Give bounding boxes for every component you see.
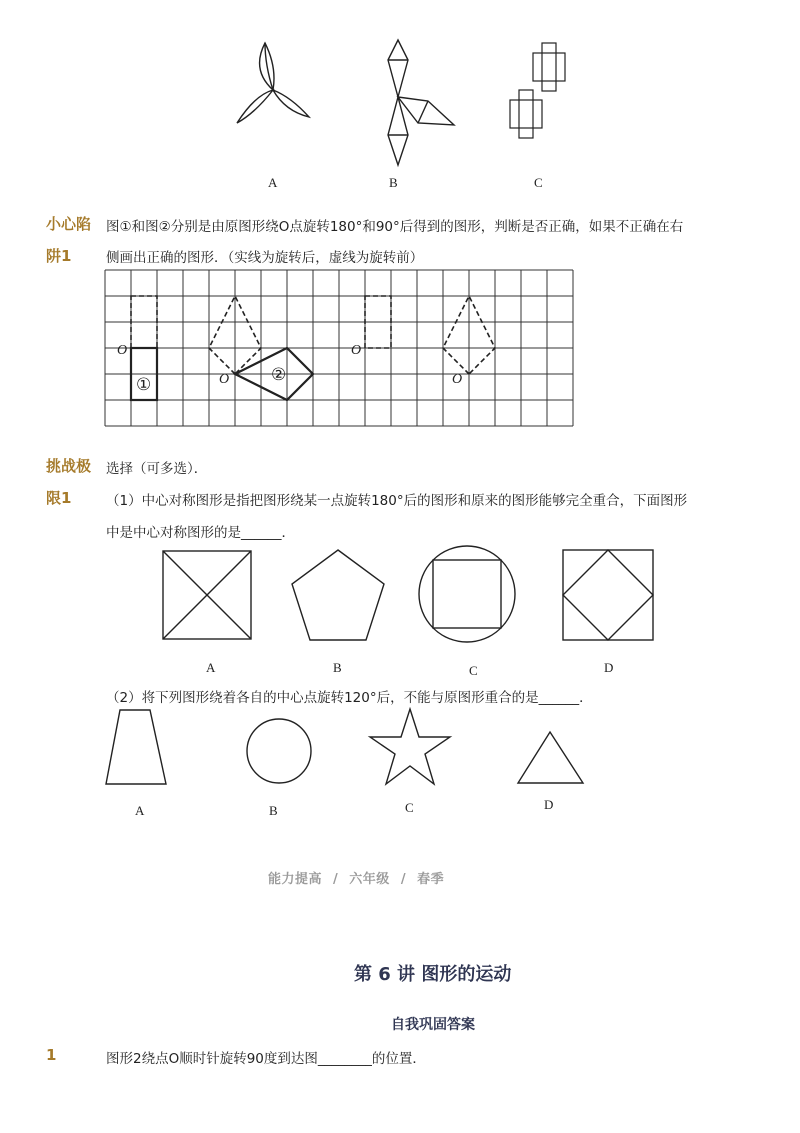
q2-text-line1: （2）将下列图形绕着各自的中心点旋转120°后，不能与原图形重合的是______． bbox=[106, 690, 593, 706]
figure-a-label: A bbox=[268, 175, 278, 190]
figure-c-squares bbox=[505, 38, 585, 148]
shape-1-label: ① bbox=[136, 375, 152, 394]
shape-2-label: ② bbox=[271, 365, 287, 384]
page-footer: 能力提高 / 六年级 / 春季 bbox=[268, 872, 445, 887]
o-label-3: O bbox=[351, 343, 362, 358]
q2-option-a-trapezoid bbox=[104, 708, 170, 788]
q1-text-line1: （1）中心对称图形是指把图形绕某一点旋转180°后的图形和原来的图形能够完全重合，下面图形 bbox=[106, 493, 688, 509]
q1-label-d: D bbox=[604, 660, 614, 675]
lesson-subtitle: 自我巩固答案 bbox=[391, 1017, 475, 1033]
figure-b-label: B bbox=[389, 175, 398, 190]
o-label-1: O bbox=[117, 343, 128, 358]
q2-option-b-circle bbox=[245, 717, 313, 785]
trap-tag-line2: 阱1 bbox=[46, 247, 72, 265]
q2-label-c: C bbox=[405, 800, 414, 815]
q1-option-d-square-diamond bbox=[562, 549, 656, 643]
q1-label-c: C bbox=[469, 663, 478, 678]
rotation-grid bbox=[105, 270, 575, 428]
figure-a-pinwheel bbox=[225, 35, 325, 155]
q1-label-b: B bbox=[333, 660, 342, 675]
challenge-tag-line2: 限1 bbox=[46, 489, 72, 507]
lesson-title: 第 6 讲 图形的运动 bbox=[354, 964, 512, 985]
o-label-4: O bbox=[452, 372, 463, 387]
o-label-2: O bbox=[219, 372, 230, 387]
q1-label-a: A bbox=[206, 660, 216, 675]
q2-option-c-star bbox=[367, 707, 453, 787]
q2-label-d: D bbox=[544, 797, 554, 812]
figure-c-label: C bbox=[534, 175, 543, 190]
challenge-tag-line1: 挑战极 bbox=[46, 457, 92, 475]
q2-option-d-triangle bbox=[516, 730, 586, 786]
q2-label-b: B bbox=[269, 803, 278, 818]
q1-option-c-circle-square bbox=[417, 544, 517, 644]
challenge-intro: 选择（可多选）． bbox=[106, 461, 208, 477]
q1-text-line2: 中是中心对称图形的是______． bbox=[106, 525, 295, 541]
trap-text-line2: 侧画出正确的图形．（实线为旋转后，虚线为旋转前） bbox=[106, 250, 424, 266]
answer-item-text: 图形2绕点O顺时针旋转90度到达图________的位置． bbox=[106, 1051, 426, 1067]
trap-tag-line1: 小心陷 bbox=[46, 215, 92, 233]
trap-text-line1: 图①和图②分别是由原图形绕O点旋转180°和90°后得到的图形，判断是否正确，如果不正确在右 bbox=[106, 219, 684, 235]
figure-b-kites bbox=[370, 35, 470, 170]
q2-label-a: A bbox=[135, 803, 145, 818]
q1-option-a-square-x bbox=[162, 550, 254, 642]
q1-option-b-pentagon bbox=[290, 548, 390, 644]
answer-item-number: 1 bbox=[46, 1046, 57, 1064]
